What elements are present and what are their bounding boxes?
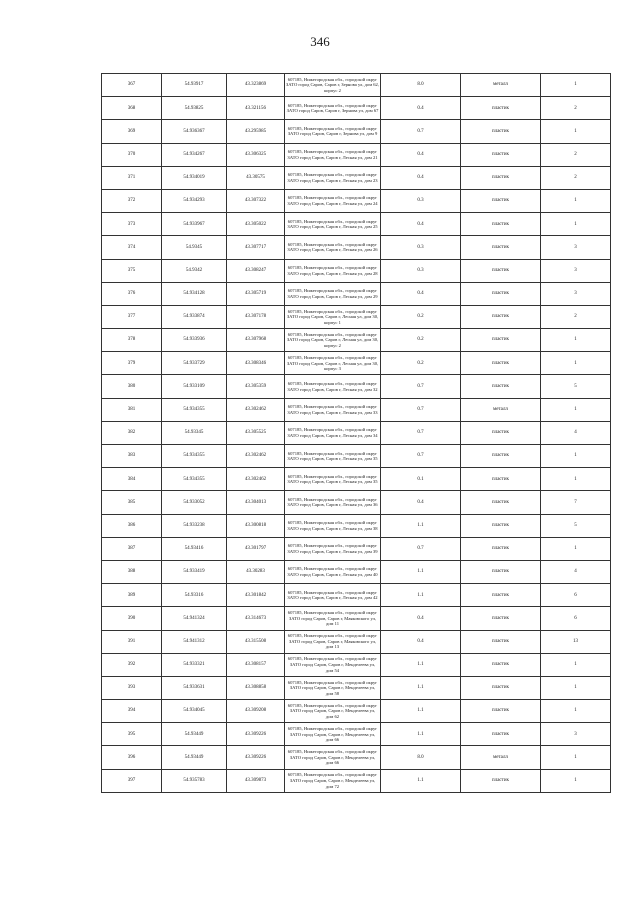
area-cell: 0.2 [381,329,461,352]
longitude-cell: 43.321156 [227,97,285,120]
container-count-cell: 6 [541,607,611,630]
address-cell: 607185, Нижегородская обл., городской округ ЗАТО город Саров, Саров г, Лесная ул, дом 30, корпус 3 [285,352,381,375]
latitude-cell: 54.934355 [162,445,227,468]
row-number-cell: 373 [102,213,162,236]
material-cell: пластик [461,97,541,120]
material-cell: пластик [461,630,541,653]
area-cell: 1.1 [381,723,461,746]
area-cell: 0.4 [381,97,461,120]
longitude-cell: 43.305525 [227,421,285,444]
address-cell: 607185, Нижегородская обл., городской округ ЗАТО город Саров, Саров г, Менделеева ул, дом 54 [285,653,381,676]
area-cell: 8.0 [381,746,461,769]
area-cell: 0.2 [381,305,461,328]
container-count-cell: 1 [541,468,611,491]
area-cell: 0.3 [381,236,461,259]
address-cell: 607185, Нижегородская обл., городской округ ЗАТО город Саров, Саров г, Менделеева ул, дом 66 [285,723,381,746]
address-cell: 607185, Нижегородская обл., городской округ ЗАТО город Саров, Саров г, Маяковского ул, дом 13 [285,630,381,653]
row-number-cell: 387 [102,537,162,560]
area-cell: 1.1 [381,560,461,583]
container-count-cell: 1 [541,445,611,468]
container-count-cell: 1 [541,329,611,352]
container-count-cell: 1 [541,537,611,560]
area-cell: 1.1 [381,769,461,792]
latitude-cell: 54.934355 [162,468,227,491]
latitude-cell: 54.93345 [162,421,227,444]
longitude-cell: 43.314673 [227,607,285,630]
row-number-cell: 377 [102,305,162,328]
area-cell: 0.7 [381,421,461,444]
table-row [102,329,611,352]
area-cell: 0.7 [381,398,461,421]
area-cell: 0.7 [381,445,461,468]
table-row [102,120,611,143]
container-count-cell: 1 [541,213,611,236]
material-cell: пластик [461,491,541,514]
container-count-cell: 13 [541,630,611,653]
row-number-cell: 381 [102,398,162,421]
table-row [102,445,611,468]
address-cell: 607185, Нижегородская обл., городской округ ЗАТО город Саров, Саров г, Лесная ул, дом 26 [285,236,381,259]
latitude-cell: 54.934267 [162,143,227,166]
latitude-cell: 54.935783 [162,769,227,792]
address-cell: 607185, Нижегородская обл., городской округ ЗАТО город Саров, Саров г, Маяковского ул, дом 11 [285,607,381,630]
container-count-cell: 2 [541,97,611,120]
area-cell: 1.1 [381,700,461,723]
container-count-cell: 4 [541,421,611,444]
latitude-cell: 54.934355 [162,398,227,421]
row-number-cell: 385 [102,491,162,514]
address-cell: 607185, Нижегородская обл., городской округ ЗАТО город Саров, Саров г, Лесная ул, дом 24 [285,189,381,212]
table-row [102,560,611,583]
area-cell: 0.4 [381,607,461,630]
area-cell: 8.0 [381,74,461,97]
area-cell: 0.4 [381,630,461,653]
latitude-cell: 54.933419 [162,560,227,583]
row-number-cell: 396 [102,746,162,769]
material-cell: пластик [461,607,541,630]
table-row [102,537,611,560]
longitude-cell: 43.308346 [227,352,285,375]
table-row [102,584,611,607]
longitude-cell: 43.308157 [227,653,285,676]
address-cell: 607185, Нижегородская обл., городской округ ЗАТО город Саров, Саров г, Лесная ул, дом 36 [285,491,381,514]
latitude-cell: 54.934128 [162,282,227,305]
container-count-cell: 5 [541,514,611,537]
material-cell: металл [461,74,541,97]
material-cell: пластик [461,421,541,444]
area-cell: 0.2 [381,352,461,375]
table-row [102,746,611,769]
address-cell: 607185, Нижегородская обл., городской округ ЗАТО город Саров, Саров г, Лесная ул, дом 33 [285,398,381,421]
container-count-cell: 1 [541,398,611,421]
latitude-cell: 54.933967 [162,213,227,236]
latitude-cell: 54.9342 [162,259,227,282]
container-count-cell: 1 [541,676,611,699]
table-row [102,189,611,212]
address-cell: 607185, Нижегородская обл., городской округ ЗАТО город Саров, Саров г, Лесная ул, дом 35 [285,468,381,491]
area-cell: 0.7 [381,375,461,398]
container-count-cell: 3 [541,236,611,259]
address-cell: 607185, Нижегородская обл., городской округ ЗАТО город Саров, Саров г, Зернова ул, дом 62, корпус 2 [285,74,381,97]
container-count-cell: 2 [541,143,611,166]
table-row [102,653,611,676]
area-cell: 1.1 [381,584,461,607]
container-count-cell: 4 [541,560,611,583]
material-cell: пластик [461,445,541,468]
material-cell: пластик [461,282,541,305]
area-cell: 1.1 [381,676,461,699]
material-cell: металл [461,746,541,769]
address-cell: 607185, Нижегородская обл., городской округ ЗАТО город Саров, Саров г, Лесная ул, дом 30, корпус 1 [285,305,381,328]
area-cell: 1.1 [381,653,461,676]
table-row [102,723,611,746]
longitude-cell: 43.306325 [227,143,285,166]
table-row [102,491,611,514]
table-row [102,213,611,236]
longitude-cell: 43.305359 [227,375,285,398]
container-count-cell: 5 [541,375,611,398]
longitude-cell: 43.307178 [227,305,285,328]
table-row [102,166,611,189]
longitude-cell: 43.30283 [227,560,285,583]
latitude-cell: 54.933936 [162,329,227,352]
container-count-cell: 1 [541,769,611,792]
row-number-cell: 383 [102,445,162,468]
longitude-cell: 43.309208 [227,700,285,723]
latitude-cell: 54.933052 [162,491,227,514]
container-count-cell: 1 [541,700,611,723]
row-number-cell: 388 [102,560,162,583]
table-row [102,630,611,653]
address-cell: 607185, Нижегородская обл., городской округ ЗАТО город Саров, Саров г, Лесная ул, дом 30, корпус 2 [285,329,381,352]
page-number: 346 [310,34,330,49]
longitude-cell: 43.307717 [227,236,285,259]
row-number-cell: 370 [102,143,162,166]
table-row [102,305,611,328]
address-cell: 607185, Нижегородская обл., городской округ ЗАТО город Саров, Саров г, Зернова ул, дом 67 [285,97,381,120]
table-row [102,352,611,375]
material-cell: пластик [461,537,541,560]
longitude-cell: 43.305719 [227,282,285,305]
table-row [102,769,611,792]
material-cell: пластик [461,305,541,328]
container-count-cell: 1 [541,352,611,375]
address-cell: 607185, Нижегородская обл., городской округ ЗАТО город Саров, Саров г, Лесная ул, дом 39 [285,537,381,560]
row-number-cell: 384 [102,468,162,491]
longitude-cell: 43.305022 [227,213,285,236]
material-cell: пластик [461,375,541,398]
material-cell: пластик [461,723,541,746]
longitude-cell: 43.307322 [227,189,285,212]
area-cell: 0.4 [381,166,461,189]
latitude-cell: 54.934019 [162,166,227,189]
latitude-cell: 54.933321 [162,653,227,676]
container-count-cell: 2 [541,305,611,328]
longitude-cell: 43.309226 [227,746,285,769]
row-number-cell: 369 [102,120,162,143]
latitude-cell: 54.9345 [162,236,227,259]
material-cell: пластик [461,166,541,189]
registry-table-body [102,74,611,793]
address-cell: 607185, Нижегородская обл., городской округ ЗАТО город Саров, Саров г, Лесная ул, дом 25 [285,213,381,236]
longitude-cell: 43.295985 [227,120,285,143]
table-row [102,143,611,166]
material-cell: пластик [461,514,541,537]
longitude-cell: 43.30575 [227,166,285,189]
address-cell: 607185, Нижегородская обл., городской округ ЗАТО город Саров, Саров г, Зернова ул, дом 9 [285,120,381,143]
table-row [102,398,611,421]
container-count-cell: 3 [541,282,611,305]
container-count-cell: 7 [541,491,611,514]
area-cell: 0.4 [381,213,461,236]
row-number-cell: 390 [102,607,162,630]
material-cell: пластик [461,329,541,352]
latitude-cell: 54.941312 [162,630,227,653]
row-number-cell: 389 [102,584,162,607]
row-number-cell: 394 [102,700,162,723]
area-cell: 0.4 [381,143,461,166]
address-cell: 607185, Нижегородская обл., городской округ ЗАТО город Саров, Саров г, Лесная ул, дом 32 [285,375,381,398]
material-cell: пластик [461,189,541,212]
material-cell: пластик [461,769,541,792]
material-cell: пластик [461,468,541,491]
area-cell: 0.4 [381,491,461,514]
longitude-cell: 43.323869 [227,74,285,97]
latitude-cell: 54.933874 [162,305,227,328]
table-row [102,700,611,723]
container-count-cell: 1 [541,189,611,212]
area-cell: 1.1 [381,514,461,537]
latitude-cell: 54.934293 [162,189,227,212]
longitude-cell: 43.308858 [227,676,285,699]
longitude-cell: 43.307968 [227,329,285,352]
address-cell: 607185, Нижегородская обл., городской округ ЗАТО город Саров, Саров г, Менделеева ул, дом 62 [285,700,381,723]
table-row [102,282,611,305]
area-cell: 0.1 [381,468,461,491]
address-cell: 607185, Нижегородская обл., городской округ ЗАТО город Саров, Саров г, Лесная ул, дом 34 [285,421,381,444]
longitude-cell: 43.309226 [227,723,285,746]
material-cell: пластик [461,236,541,259]
row-number-cell: 393 [102,676,162,699]
row-number-cell: 371 [102,166,162,189]
row-number-cell: 372 [102,189,162,212]
row-number-cell: 397 [102,769,162,792]
latitude-cell: 54.933729 [162,352,227,375]
container-count-cell: 1 [541,653,611,676]
row-number-cell: 378 [102,329,162,352]
material-cell: пластик [461,352,541,375]
material-cell: пластик [461,143,541,166]
material-cell: пластик [461,259,541,282]
material-cell: пластик [461,560,541,583]
row-number-cell: 386 [102,514,162,537]
row-number-cell: 392 [102,653,162,676]
longitude-cell: 43.308247 [227,259,285,282]
container-count-cell: 1 [541,120,611,143]
container-count-cell: 2 [541,166,611,189]
row-number-cell: 376 [102,282,162,305]
address-cell: 607185, Нижегородская обл., городской округ ЗАТО город Саров, Саров г, Лесная ул, дом 38 [285,514,381,537]
material-cell: пластик [461,653,541,676]
longitude-cell: 43.315508 [227,630,285,653]
address-cell: 607185, Нижегородская обл., городской округ ЗАТО город Саров, Саров г, Лесная ул, дом 42 [285,584,381,607]
container-count-cell: 3 [541,723,611,746]
table-row [102,259,611,282]
longitude-cell: 43.309873 [227,769,285,792]
longitude-cell: 43.302462 [227,468,285,491]
table-row [102,607,611,630]
table-row [102,97,611,120]
area-cell: 0.7 [381,537,461,560]
area-cell: 0.7 [381,120,461,143]
latitude-cell: 54.93449 [162,723,227,746]
latitude-cell: 54.936367 [162,120,227,143]
latitude-cell: 54.941324 [162,607,227,630]
address-cell: 607185, Нижегородская обл., городской округ ЗАТО город Саров, Саров г, Менделеева ул, дом 58 [285,676,381,699]
row-number-cell: 374 [102,236,162,259]
row-number-cell: 382 [102,421,162,444]
table-row [102,468,611,491]
area-cell: 0.4 [381,282,461,305]
material-cell: металл [461,398,541,421]
material-cell: пластик [461,676,541,699]
row-number-cell: 380 [102,375,162,398]
table-row [102,676,611,699]
area-cell: 0.3 [381,259,461,282]
row-number-cell: 391 [102,630,162,653]
container-count-cell: 1 [541,746,611,769]
container-count-cell: 6 [541,584,611,607]
area-cell: 0.3 [381,189,461,212]
latitude-cell: 54.93416 [162,537,227,560]
row-number-cell: 379 [102,352,162,375]
material-cell: пластик [461,700,541,723]
address-cell: 607185, Нижегородская обл., городской округ ЗАТО город Саров, Саров г, Менделеева ул, дом 66 [285,746,381,769]
latitude-cell: 54.933109 [162,375,227,398]
table-row [102,514,611,537]
row-number-cell: 375 [102,259,162,282]
longitude-cell: 43.301797 [227,537,285,560]
registry-table [101,73,611,793]
latitude-cell: 54.93449 [162,746,227,769]
table-row [102,421,611,444]
longitude-cell: 43.304013 [227,491,285,514]
latitude-cell: 54.933631 [162,676,227,699]
row-number-cell: 367 [102,74,162,97]
material-cell: пластик [461,120,541,143]
address-cell: 607185, Нижегородская обл., городской округ ЗАТО город Саров, Саров г, Лесная ул, дом 23 [285,166,381,189]
material-cell: пластик [461,213,541,236]
latitude-cell: 54.93917 [162,74,227,97]
address-cell: 607185, Нижегородская обл., городской округ ЗАТО город Саров, Саров г, Лесная ул, дом 28 [285,259,381,282]
row-number-cell: 395 [102,723,162,746]
address-cell: 607185, Нижегородская обл., городской округ ЗАТО город Саров, Саров г, Лесная ул, дом 21 [285,143,381,166]
table-row [102,375,611,398]
latitude-cell: 54.934045 [162,700,227,723]
row-number-cell: 368 [102,97,162,120]
address-cell: 607185, Нижегородская обл., городской округ ЗАТО город Саров, Саров г, Лесная ул, дом 40 [285,560,381,583]
latitude-cell: 54.93316 [162,584,227,607]
address-cell: 607185, Нижегородская обл., городской округ ЗАТО город Саров, Саров г, Менделеева ул, дом 72 [285,769,381,792]
longitude-cell: 43.302462 [227,398,285,421]
container-count-cell: 1 [541,74,611,97]
material-cell: пластик [461,584,541,607]
longitude-cell: 43.301842 [227,584,285,607]
latitude-cell: 54.933238 [162,514,227,537]
longitude-cell: 43.302462 [227,445,285,468]
latitude-cell: 54.93825 [162,97,227,120]
address-cell: 607185, Нижегородская обл., городской округ ЗАТО город Саров, Саров г, Лесная ул, дом 29 [285,282,381,305]
table-row [102,74,611,97]
address-cell: 607185, Нижегородская обл., городской округ ЗАТО город Саров, Саров г, Лесная ул, дом 35 [285,445,381,468]
container-count-cell: 3 [541,259,611,282]
table-row [102,236,611,259]
longitude-cell: 43.300818 [227,514,285,537]
